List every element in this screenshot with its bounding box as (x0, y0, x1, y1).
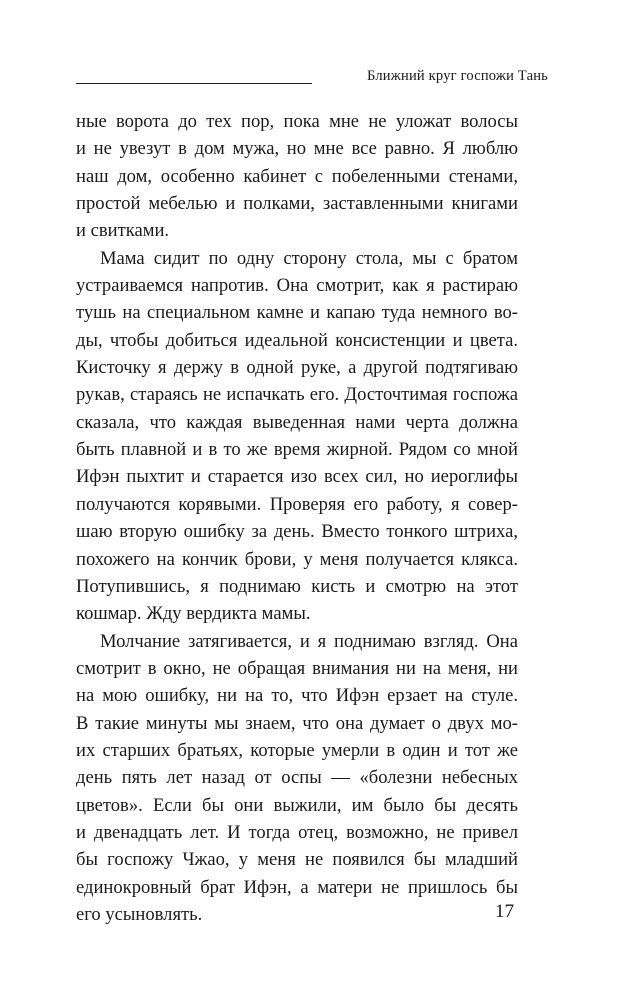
text-line: и не увезут в дом мужа, но мне все равно. Я люблю (76, 138, 518, 160)
text-line: тушь на специальном камне и капаю туда немного во- (76, 302, 518, 324)
paragraph (76, 108, 518, 245)
text-line: сказала, что каждая выведенная нами черта должна (76, 411, 518, 433)
paragraph (76, 245, 518, 628)
text-line: шаю вторую ошибку за день. Вместо тонкого штриха, (76, 521, 518, 543)
text-line: Потупившись, я поднимаю кисть и смотрю на этот (76, 575, 518, 597)
text-line: быть плавной и в то же время жирной. Рядом со мной (76, 439, 518, 461)
text-line: и свитками. (76, 220, 170, 242)
text-line: кошмар. Жду вердикта мамы. (76, 603, 311, 625)
text-line: день пять лет назад от оспы — «болезни небесных (76, 767, 518, 789)
text-line: цветов». Если бы они выжили, им было бы десять (76, 794, 518, 816)
text-line: получаются корявыми. Проверяя его работу, я совер- (76, 493, 518, 515)
text-line: Мама сидит по одну сторону стола, мы с братом (100, 247, 518, 269)
header-rule (76, 83, 312, 84)
text-line: Молчание затягивается, и я поднимаю взгляд. Она (100, 630, 518, 652)
text-line: Кисточку я держу в одной руке, а другой подтягиваю (76, 357, 518, 379)
page-number: 17 (495, 901, 514, 922)
book-title: Ближний круг госпожи Тань (367, 68, 548, 84)
body-text (76, 108, 518, 928)
text-line: рукав, стараясь не испачкать его. Досточтимая госпожа (76, 384, 518, 406)
text-line: их старших братьях, которые умерли в один и тот же (76, 739, 518, 761)
text-line: устраиваемся напротив. Она смотрит, как я растираю (76, 275, 518, 297)
text-line: ные ворота до тех пор, пока мне не уложат волосы (76, 111, 518, 132)
paragraph (76, 628, 518, 929)
text-line: наш дом, особенно кабинет с побеленными стенами, (76, 165, 518, 187)
text-line: простой мебелью и полками, заставленными книгами (76, 193, 518, 215)
text-line: и двенадцать лет. И тогда отец, возможно, не привел (76, 821, 518, 843)
text-line: похожего на кончик брови, у меня получается клякса. (76, 548, 518, 570)
text-line: ды, чтобы добиться идеальной консистенции и цвета. (76, 329, 518, 351)
text-line: смотрит в окно, не обращая внимания ни на меня, ни (76, 657, 518, 679)
text-line: его усыновлять. (76, 903, 203, 925)
text-line: В такие минуты мы знаем, что она думает о двух мо- (76, 712, 518, 734)
running-head (76, 66, 548, 90)
text-line: единокровный брат Ифэн, а матери не пришлось бы (76, 876, 518, 898)
text-line: на мою ошибку, ни на то, что Ифэн ерзает на стуле. (76, 685, 518, 707)
text-line: Ифэн пыхтит и старается изо всех сил, но иероглифы (76, 466, 518, 488)
text-line: бы госпожу Чжао, у меня не появился бы младший (76, 849, 518, 871)
